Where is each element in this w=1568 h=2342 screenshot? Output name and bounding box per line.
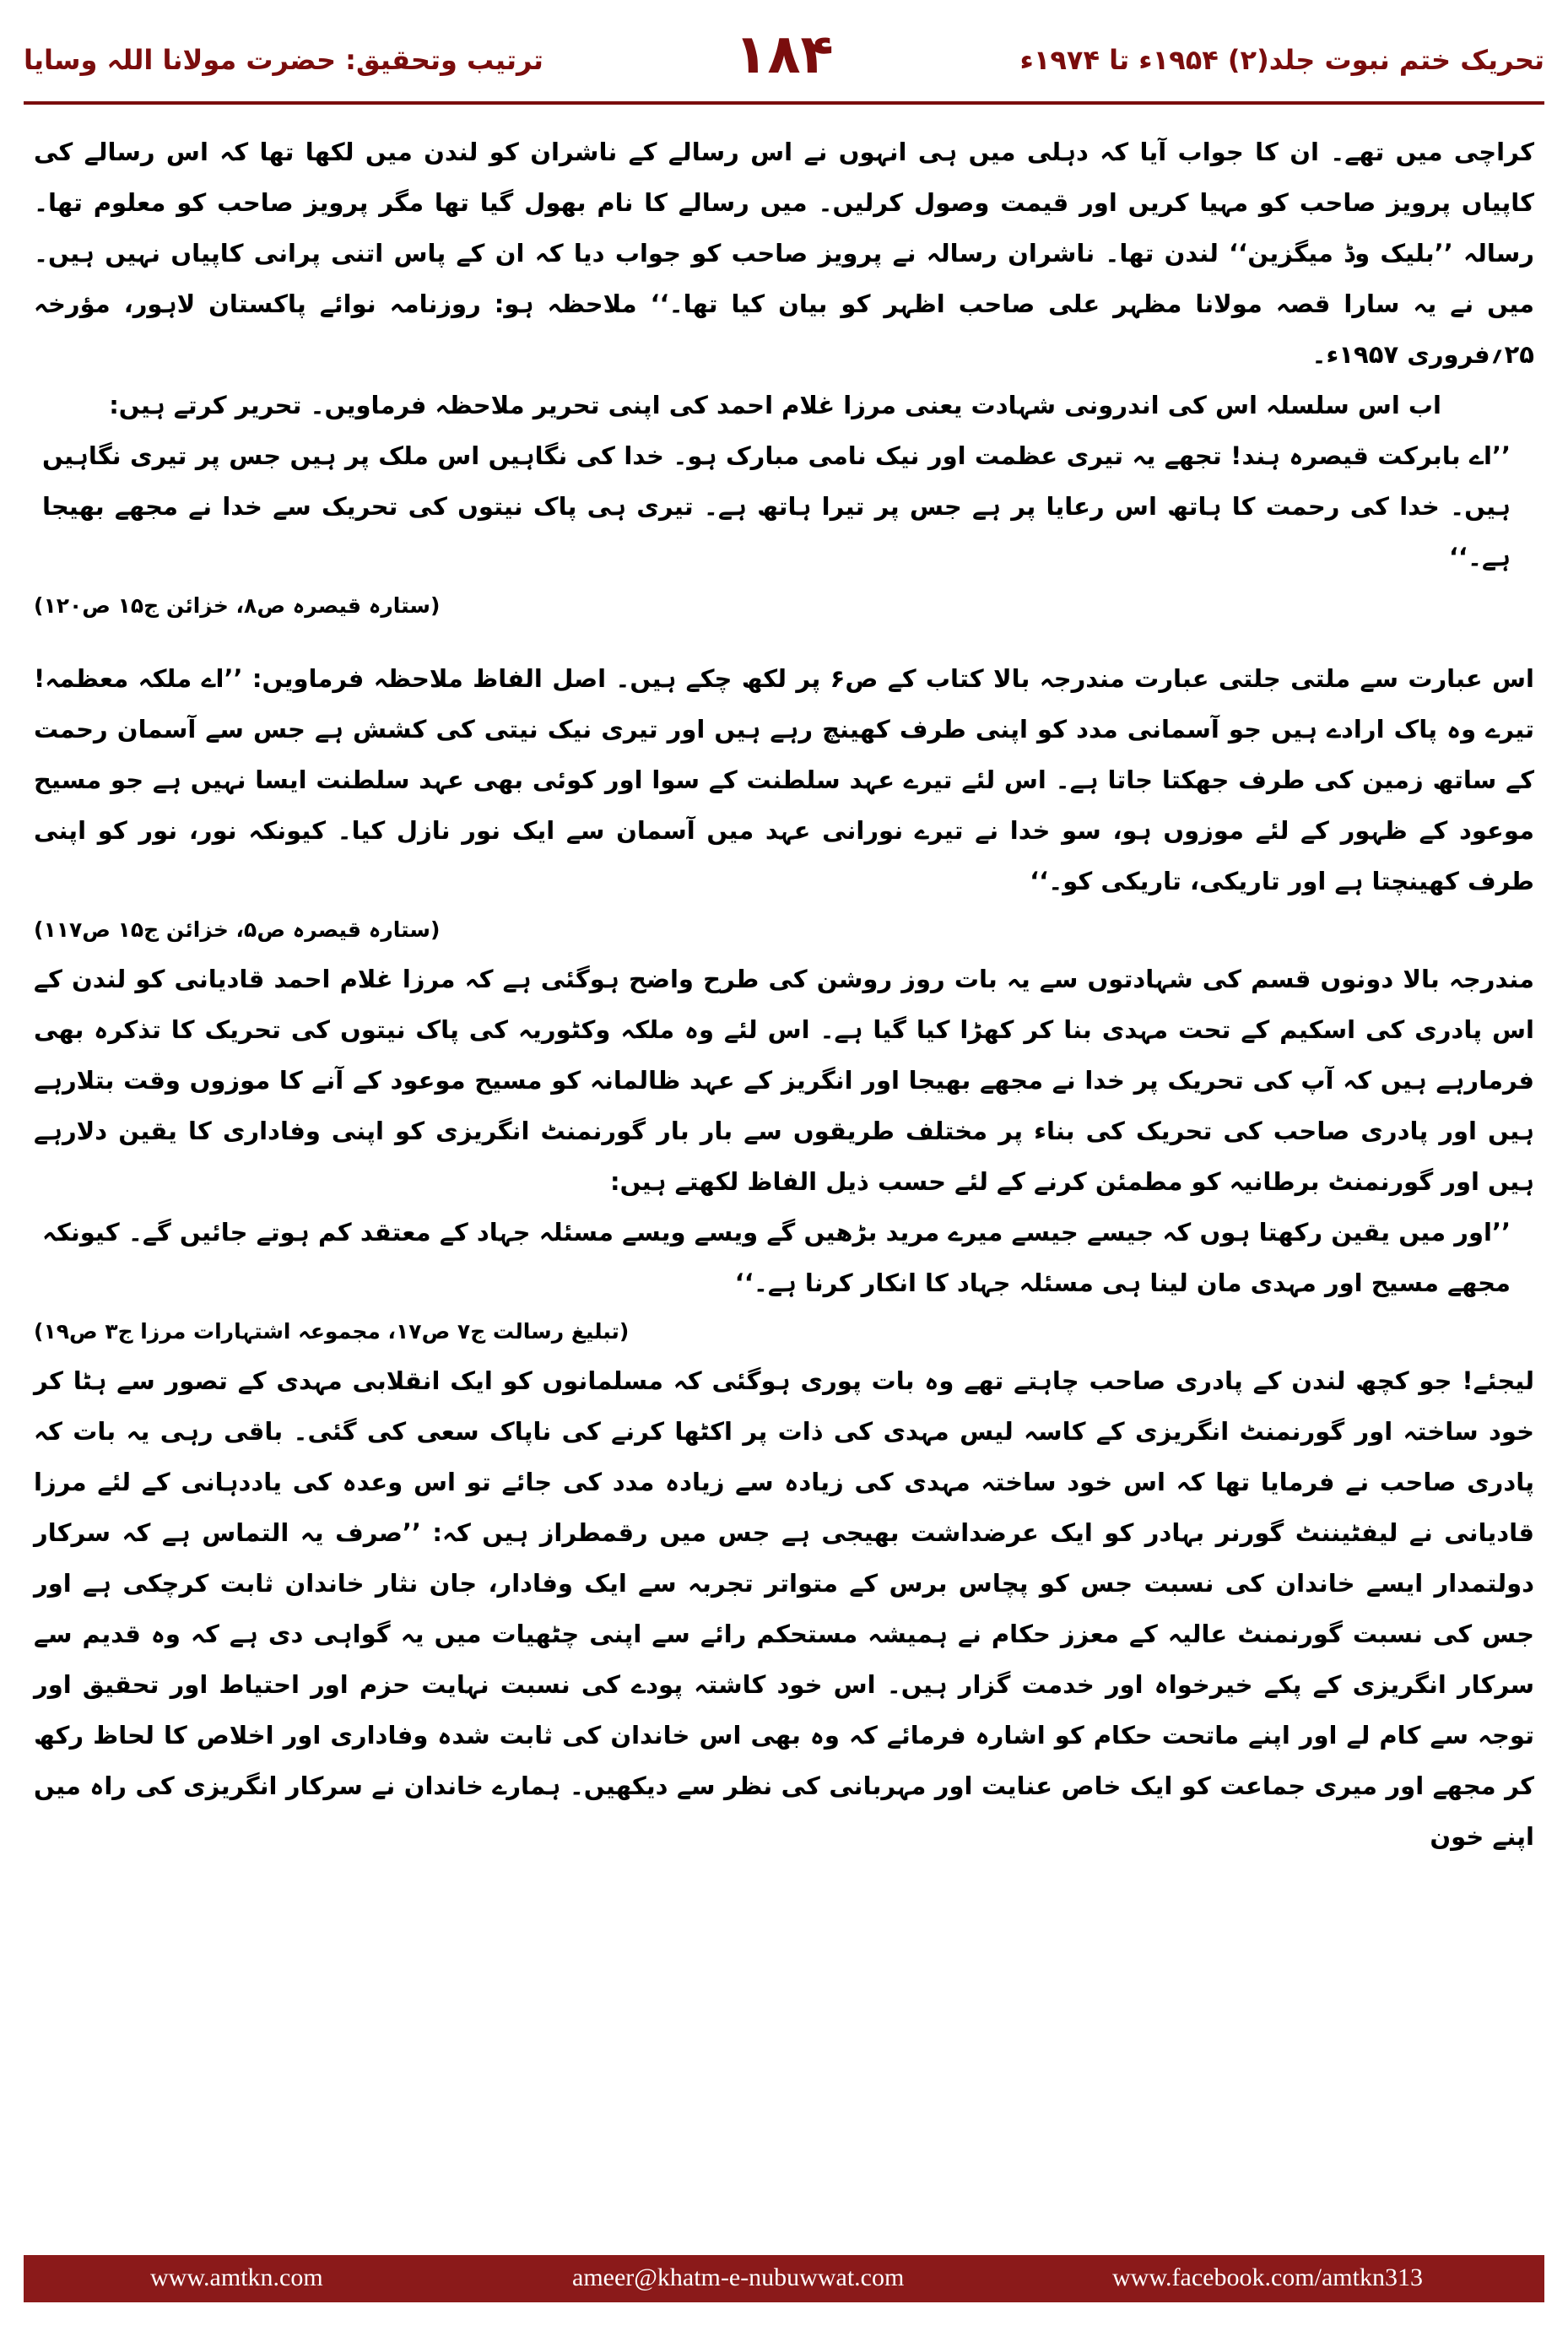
quotation-1: ’’اے بابرکت قیصرہ ہند! تجھے یہ تیری عظمت اور نیک نامی مبارک ہو۔ خدا کی نگاہیں اس ملک پر ہیں جس پر تیری نگاہیں ہیں۔ خدا کی رحمت کا ہاتھ اس رعایا پر ہے جس پر تیرا ہاتھ ہے۔ تیری ہی پاک نیتوں کی تحریک سے خدا نے مجھے بھیجا ہے۔‘‘ — [42, 441, 1511, 571]
facebook-link[interactable]: www.facebook.com/amtkn313 — [1112, 2264, 1423, 2291]
header-divider — [24, 101, 1544, 105]
paragraph-5: لیجئے! جو کچھ لندن کے پادری صاحب چاہتے تھے وہ بات پوری ہوگئی کہ مسلمانوں کو ایک انقلابی مہدی کے تصور سے ہٹا کر خود ساختہ اور گورنمنٹ انگریزی کے کاسہ لیس مہدی کی ذات پر اکٹھا کرنے کی ناپاک سعی کی گئی۔ باقی رہی یہ بات کہ پادری صاحب نے فرمایا تھا کہ اس خود ساختہ مہدی کی زیادہ سے زیادہ مدد کی جائے تو اس وعدہ کی یاددہانی کے لئے مرزا قادیانی نے لیفٹیننٹ گورنر بہادر کو ایک عرضداشت بھیجی ہے جس میں رقمطراز ہیں کہ: ’’صرف یہ التماس ہے کہ سرکار دولتمدار ایسے خاندان کی نسبت جس کو پچاس برس کے متواتر تجربہ سے ایک وفادار، جان نثار خاندان ثابت کرچکی ہے اور جس کی نسبت گورنمنٹ عالیہ کے معزز حکام نے ہمیشہ مستحکم رائے سے اپنی چٹھیات میں یہ گواہی دی ہے کہ وہ قدیم سے سرکار انگریزی کے پکے خیرخواہ اور خدمت گزار ہیں۔ اس خود کاشتہ پودے کی نسبت نہایت حزم اور احتیاط اور تحقیق اور توجہ سے کام لے اور اپنے ماتحت حکام کو اشارہ فرمائے کہ وہ بھی اس خاندان کی ثابت شدہ وفاداری اور اخلاص کا لحاظ رکھ کر مجھے اور میری جماعت کو ایک خاص عنایت اور مہربانی کی نظر سے دیکھیں۔ ہمارے خاندان نے سرکار انگریزی کی راہ میں اپنے خون — [34, 1366, 1534, 1851]
paragraph-3: اس عبارت سے ملتی جلتی عبارت مندرجہ بالا کتاب کے ص۶ پر لکھ چکے ہیں۔ اصل الفاظ ملاحظہ فرماویں: ’’اے ملکہ معظمہ! تیرے وہ پاک ارادے ہیں جو آسمانی مدد کو اپنی طرف کھینچ رہے ہیں اور تیری نیک نیتی کی کشش ہے جس سے آسمان رحمت کے ساتھ زمین کی طرف جھکتا جاتا ہے۔ اس لئے تیرے عہد سلطنت کے سوا اور کوئی بھی عہد سلطنت ایسا نہیں ہے جو مسیح موعود کے ظہور کے لئے موزوں ہو، سو خدا نے تیرے نورانی عہد میں آسمان سے ایک نور نازل کیا۔ کیونکہ نور، نور کو اپنی طرف کھینچتا ہے اور تاریکی، تاریکی کو۔‘‘ — [34, 664, 1534, 895]
paragraph-2: اب اس سلسلہ اس کی اندرونی شہادت یعنی مرزا غلام احمد کی اپنی تحریر ملاحظہ فرماویں۔ تحریر کرتے ہیں: — [109, 391, 1441, 419]
email-link[interactable]: ameer@khatm-e-nubuwwat.com — [572, 2264, 905, 2291]
paragraph-4: مندرجہ بالا دونوں قسم کی شہادتوں سے یہ بات روز روشن کی طرح واضح ہوگئی ہے کہ مرزا غلام احمد قادیانی کو لندن کے اس پادری کی اسکیم کے تحت مہدی بنا کر کھڑا کیا گیا ہے۔ اس لئے وہ ملکہ وکٹوریہ کی پاک نیتوں کی تحریک کا تذکرہ بھی فرمارہے ہیں کہ آپ کی تحریک پر خدا نے مجھے بھیجا اور انگریز کے عہد ظالمانہ کو مسیح موعود کے آنے کا موزوں وقت بتلارہے ہیں اور پادری صاحب کی تحریک کی بناء پر مختلف طریقوں سے بار بار گورنمنٹ انگریزی کو اپنی وفاداری کا یقین دلارہے ہیں اور گورنمنٹ برطانیہ کو مطمئن کرنے کے لئے حسب ذیل الفاظ لکھتے ہیں: — [34, 965, 1534, 1196]
paragraph-1: کراچی میں تھے۔ ان کا جواب آیا کہ دہلی میں ہی انہوں نے اس رسالے کے ناشران کو لندن میں لکھا تھا کہ اس رسالے کی کاپیاں پرویز صاحب کو مہیا کریں اور قیمت وصول کرلیں۔ میں رسالے کا نام بھول گیا تھا مگر پرویز صاحب کو معلوم تھا۔ رسالہ ’’بلیک وڈ میگزین‘‘ لندن تھا۔ ناشران رسالہ نے پرویز صاحب کو جواب دیا کہ ان کے پاس اتنی پرانی کاپیاں نہیں ہیں۔ میں نے یہ سارا قصہ مولانا مظہر علی صاحب اظہر کو بیان کیا تھا۔‘‘ ملاحظہ ہو: روزنامہ نوائے پاکستان لاہور، مؤرخہ ۲۵؍فروری ۱۹۵۷ء۔ — [34, 138, 1534, 369]
quotation-2: ’’اور میں یقین رکھتا ہوں کہ جیسے جیسے میرے مرید بڑھیں گے ویسے ویسے مسئلہ جہاد کے معتقد کم ہوتے جائیں گے۔ کیونکہ مجھے مسیح اور مہدی مان لینا ہی مسئلہ جہاد کا انکار کرنا ہے۔‘‘ — [42, 1218, 1511, 1297]
series-title: تحریک ختم نبوت جلد(۲) ۱۹۵۴ء تا ۱۹۷۴ء — [1019, 44, 1544, 76]
page-number: ۱۸۴ — [734, 24, 834, 86]
spacer — [34, 630, 1534, 653]
reference-2: (ستارہ قیصرہ ص۵، خزائن ج۱۵ ص۱۱۷) — [34, 917, 441, 942]
reference-1: (ستارہ قیصرہ ص۸، خزائن ج۱۵ ص۱۲۰) — [34, 593, 441, 618]
website-link[interactable]: www.amtkn.com — [150, 2264, 323, 2291]
page-body — [34, 127, 1534, 2228]
page-footer — [24, 2255, 1544, 2302]
reference-3: (تبلیغ رسالت ج۷ ص۱۷، مجموعہ اشتہارات مرزا ج۳ ص۱۹) — [34, 1319, 630, 1344]
compiler-credit: ترتیب وتحقیق: حضرت مولانا اللہ وسایا — [24, 44, 543, 76]
